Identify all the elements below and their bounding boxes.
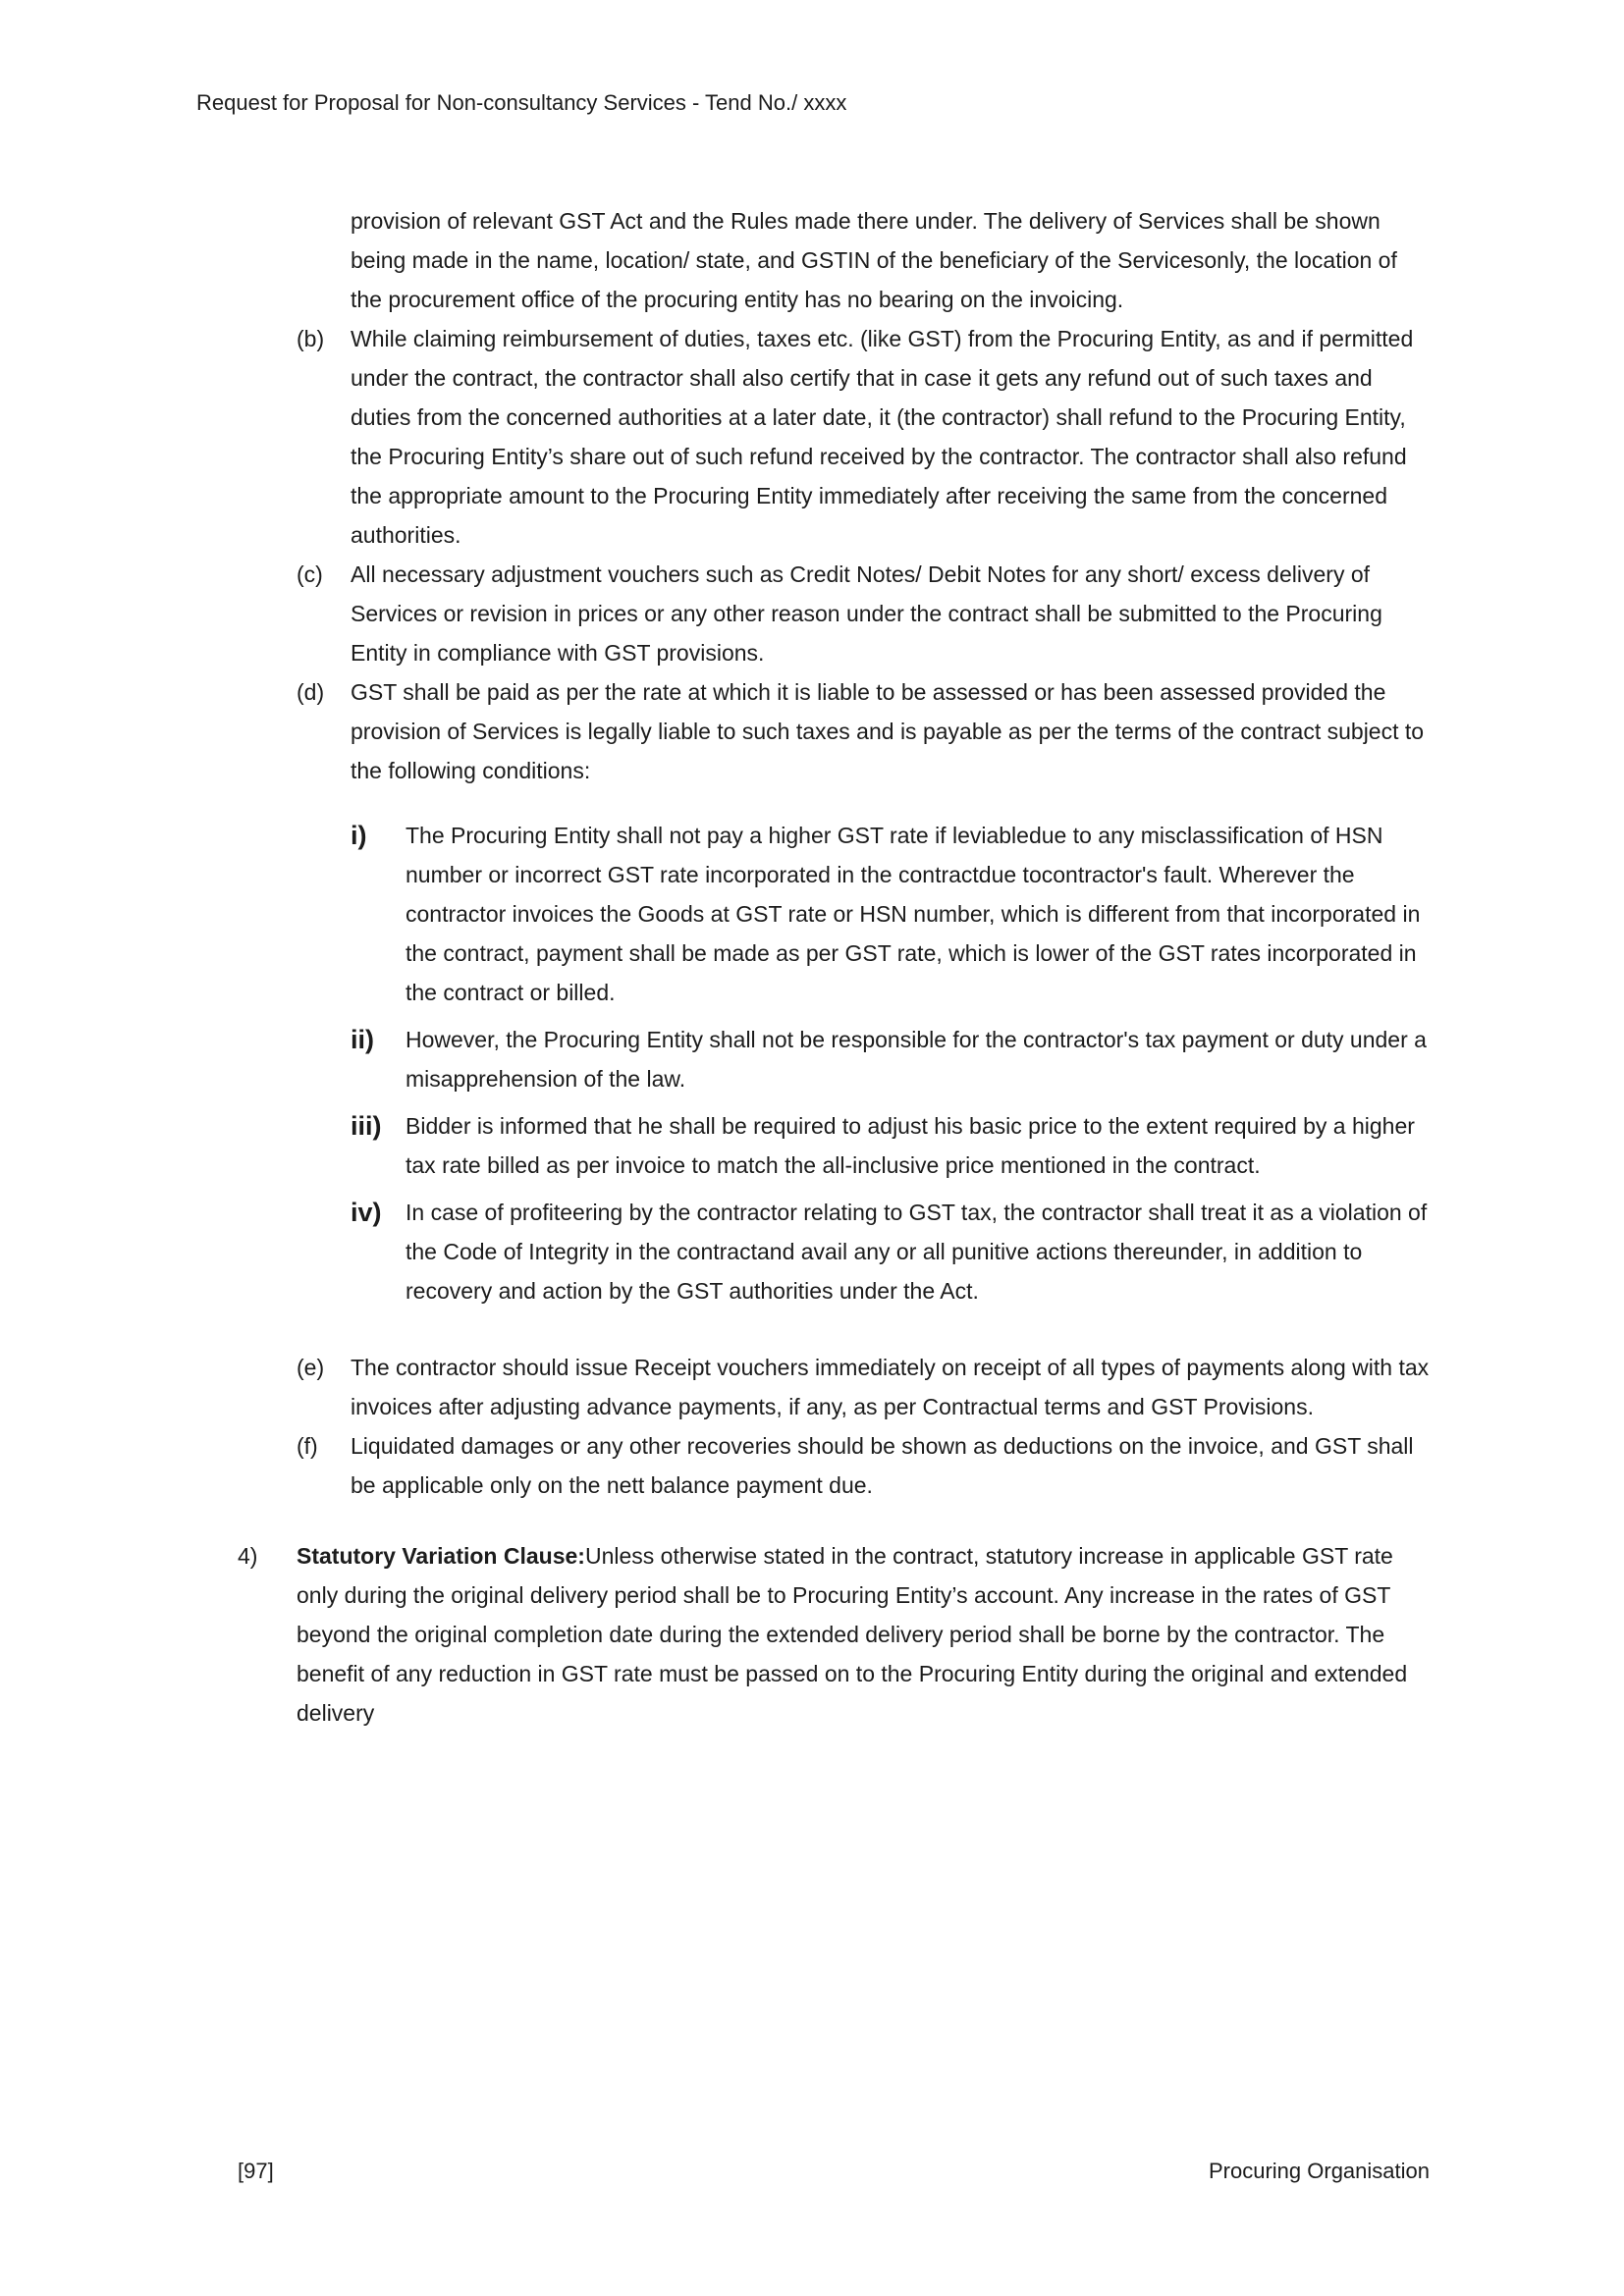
- list-item-f-text: Liquidated damages or any other recoveries should be shown as deductions on the invoice, and GST shall be applicable only on the nett balance payment due.: [351, 1433, 1414, 1498]
- sub-item-i: [351, 816, 1435, 1012]
- list-item-d-text: GST shall be paid as per the rate at which it is liable to be assessed or has been assessed provided the provision of Services is legally liable to such taxes and is payable as per the terms of the contract subject to the following conditions:: [351, 679, 1425, 783]
- sub-item-iii-text: Bidder is informed that he shall be required to adjust his basic price to the extent required by a higher tax rate billed as per invoice to match the all-inclusive price mentioned in the contract.: [406, 1113, 1415, 1178]
- list-item-f: [297, 1426, 1434, 1505]
- list-item-b: [297, 319, 1434, 555]
- list-item-d-label: (d): [297, 679, 325, 705]
- footer-organisation: Procuring Organisation: [1208, 2159, 1430, 2183]
- list-item-e: [297, 1348, 1434, 1426]
- sub-item-i-label: i): [351, 821, 367, 850]
- clause-4: [238, 1536, 1434, 1733]
- clause-4-title: Statutory Variation Clause:: [297, 1543, 585, 1569]
- sub-item-iii: [351, 1106, 1435, 1185]
- sub-item-iii-label: iii): [351, 1111, 382, 1141]
- sub-item-iv: [351, 1193, 1435, 1310]
- sub-item-i-text: The Procuring Entity shall not pay a higher GST rate if leviabledue to any misclassification of HSN number or incorrect GST rate incorporated in the contractdue tocontractor's fault. Wherever the contractor invoices the Goods at GST rate or HSN number, which is different from that incorporated in the contract, payment shall be made as per GST rate, which is lower of the GST rates incorporated in the contract or billed.: [406, 823, 1421, 1005]
- sub-item-ii-label: ii): [351, 1025, 374, 1054]
- document-content: [0, 201, 1624, 1733]
- clause-4-body: [297, 1536, 1434, 1733]
- list-item-e-text: The contractor should issue Receipt vouchers immediately on receipt of all types of payments along with tax invoices after adjusting advance payments, if any, as per Contractual terms and GST Provisions.: [351, 1355, 1430, 1419]
- clause-4-paragraph: Unless otherwise stated in the contract, statutory increase in applicable GST rate only during the original delivery period shall be to Procuring Entity’s account. Any increase in the rates of GST beyond the original completion date during the extended delivery period shall be borne by the contractor. The benefit of any reduction in GST rate must be passed on to the Procuring Entity during the original and extended delivery: [297, 1543, 1408, 1726]
- intro-paragraph: provision of relevant GST Act and the Rules made there under. The delivery of Services shall be shown being made in the name, location/ state, and GSTIN of the beneficiary of the Servicesonly, the location of the procurement office of the procuring entity has no bearing on the invoicing.: [351, 208, 1397, 312]
- list-item-f-label: (f): [297, 1433, 318, 1459]
- list-item-c-text: All necessary adjustment vouchers such as Credit Notes/ Debit Notes for any short/ excess delivery of Services or revision in prices or any other reason under the contract shall be submitted to the Procuring Entity in compliance with GST provisions.: [351, 561, 1382, 666]
- list-item-d: [297, 672, 1434, 790]
- page-number: [97]: [238, 2159, 274, 2183]
- sub-list: [0, 816, 1624, 1310]
- page-header: Request for Proposal for Non-consultancy Services - Tend No./ xxxx: [196, 90, 847, 115]
- list-item-b-text: While claiming reimbursement of duties, taxes etc. (like GST) from the Procuring Entity, as and if permitted under the contract, the contractor shall also certify that in case it gets any refund out of such taxes and duties from the concerned authorities at a later date, it (the contractor) shall refund to the Procuring Entity, the Procuring Entity’s share out of such refund received by the contractor. The contractor shall also refund the appropriate amount to the Procuring Entity immediately after receiving the same from the concerned authorities.: [351, 326, 1414, 548]
- list-item-e-label: (e): [297, 1355, 325, 1380]
- sub-item-ii: [351, 1020, 1435, 1098]
- clause-4-label: 4): [238, 1543, 258, 1569]
- page-footer: [238, 2158, 1430, 2185]
- list-item-c-label: (c): [297, 561, 323, 587]
- list-item-b-label: (b): [297, 326, 325, 351]
- sub-item-iv-text: In case of profiteering by the contractor relating to GST tax, the contractor shall treat it as a violation of the Code of Integrity in the contractand avail any or all punitive actions thereunder, in addition to recovery and action by the GST authorities under the Act.: [406, 1200, 1428, 1304]
- sub-item-iv-label: iv): [351, 1198, 382, 1227]
- list-item-c: [297, 555, 1434, 672]
- sub-item-ii-text: However, the Procuring Entity shall not be responsible for the contractor's tax payment or duty under a misapprehension of the law.: [406, 1027, 1427, 1092]
